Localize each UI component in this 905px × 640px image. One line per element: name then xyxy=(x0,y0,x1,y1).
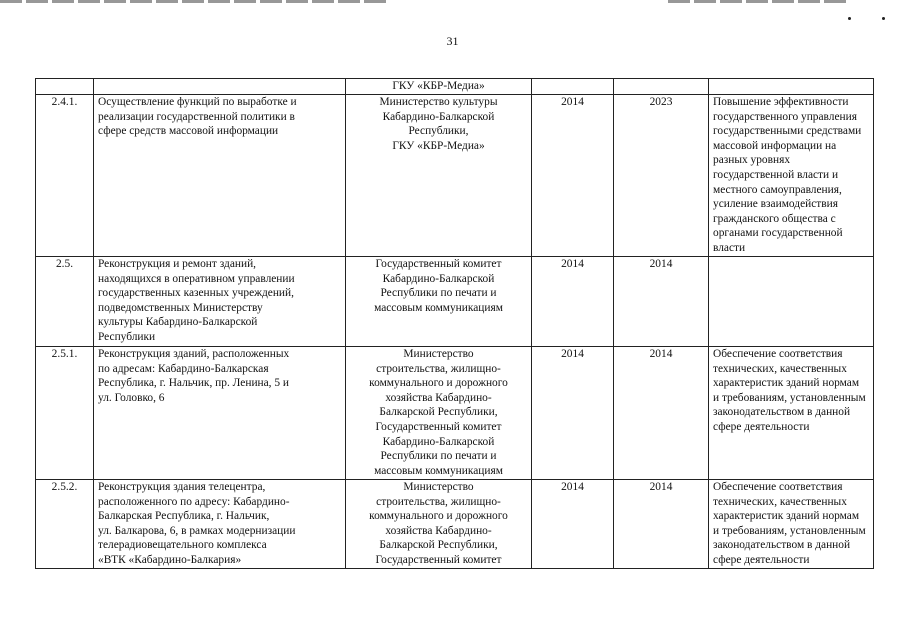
executor-cell: Министерство строительства, жилищно- коммунального и дорожного хозяйства Кабардино- Балкарской Республики, Государственный комитет xyxy=(346,480,532,569)
end-year-cell: 2014 xyxy=(614,480,709,569)
page-number: 31 xyxy=(446,34,459,48)
activity-name-cell: Реконструкция зданий, расположенных по адресам: Кабардино-Балкарская Республика, г. Нальчик, пр. Ленина, 5 и ул. Головко, 6 xyxy=(94,347,346,480)
activity-name-cell: Реконструкция здания телецентра, расположенного по адресу: Кабардино- Балкарская Республика, г. Нальчик, ул. Балкарова, 6, в рамках модернизации телерадиовещательного комплекса «ВТК «Кабардино-Балкария» xyxy=(94,480,346,569)
scan-artifact-top-left xyxy=(0,0,390,3)
table-row xyxy=(36,257,874,347)
start-year-cell: 2014 xyxy=(532,480,614,569)
scan-artifact-top-right xyxy=(668,0,848,3)
program-activities-table xyxy=(35,78,874,569)
activity-name-cell xyxy=(94,79,346,95)
executor-cell: Министерство культуры Кабардино-Балкарской Республики, ГКУ «КБР-Медиа» xyxy=(346,95,532,257)
activity-number-cell: 2.5. xyxy=(36,257,94,347)
expected-result-cell: Обеспечение соответствия технических, качественных характеристик зданий нормам и требованиям, установленным законодательством в данной сфере деятельности xyxy=(709,480,874,569)
end-year-cell xyxy=(614,79,709,95)
scan-speck xyxy=(848,17,851,20)
activity-name-cell: Осуществление функций по выработке и реализации государственной политики в сфере средств массовой информации xyxy=(94,95,346,257)
activity-number-cell xyxy=(36,79,94,95)
expected-result-cell xyxy=(709,79,874,95)
start-year-cell xyxy=(532,79,614,95)
end-year-cell: 2023 xyxy=(614,95,709,257)
end-year-cell: 2014 xyxy=(614,257,709,347)
expected-result-cell: Обеспечение соответствия технических, качественных характеристик зданий нормам и требованиям, установленным законодательством в данной сфере деятельности xyxy=(709,347,874,480)
executor-cell: ГКУ «КБР-Медиа» xyxy=(346,79,532,95)
expected-result-cell xyxy=(709,257,874,347)
executor-cell: Министерство строительства, жилищно- коммунального и дорожного хозяйства Кабардино- Балкарской Республики, Государственный комитет Кабардино-Балкарской Республики по печати и массовым коммуникациям xyxy=(346,347,532,480)
table-row xyxy=(36,79,874,95)
table-row xyxy=(36,480,874,569)
end-year-cell: 2014 xyxy=(614,347,709,480)
start-year-cell: 2014 xyxy=(532,257,614,347)
activity-number-cell: 2.4.1. xyxy=(36,95,94,257)
scan-speck xyxy=(882,17,885,20)
activity-number-cell: 2.5.1. xyxy=(36,347,94,480)
start-year-cell: 2014 xyxy=(532,95,614,257)
table-row xyxy=(36,95,874,257)
start-year-cell: 2014 xyxy=(532,347,614,480)
expected-result-cell: Повышение эффективности государственного управления государственными средствами массовой информации на разных уровнях государственной власти и местного самоуправления, усиление взаимодействия гражданского общества с органами государственной власти xyxy=(709,95,874,257)
activity-name-cell: Реконструкция и ремонт зданий, находящихся в оперативном управлении государственных казенных учреждений, подведомственных Министерству культуры Кабардино-Балкарской Республики xyxy=(94,257,346,347)
executor-cell: Государственный комитет Кабардино-Балкарской Республики по печати и массовым коммуникациям xyxy=(346,257,532,347)
activity-number-cell: 2.5.2. xyxy=(36,480,94,569)
table-row xyxy=(36,347,874,480)
